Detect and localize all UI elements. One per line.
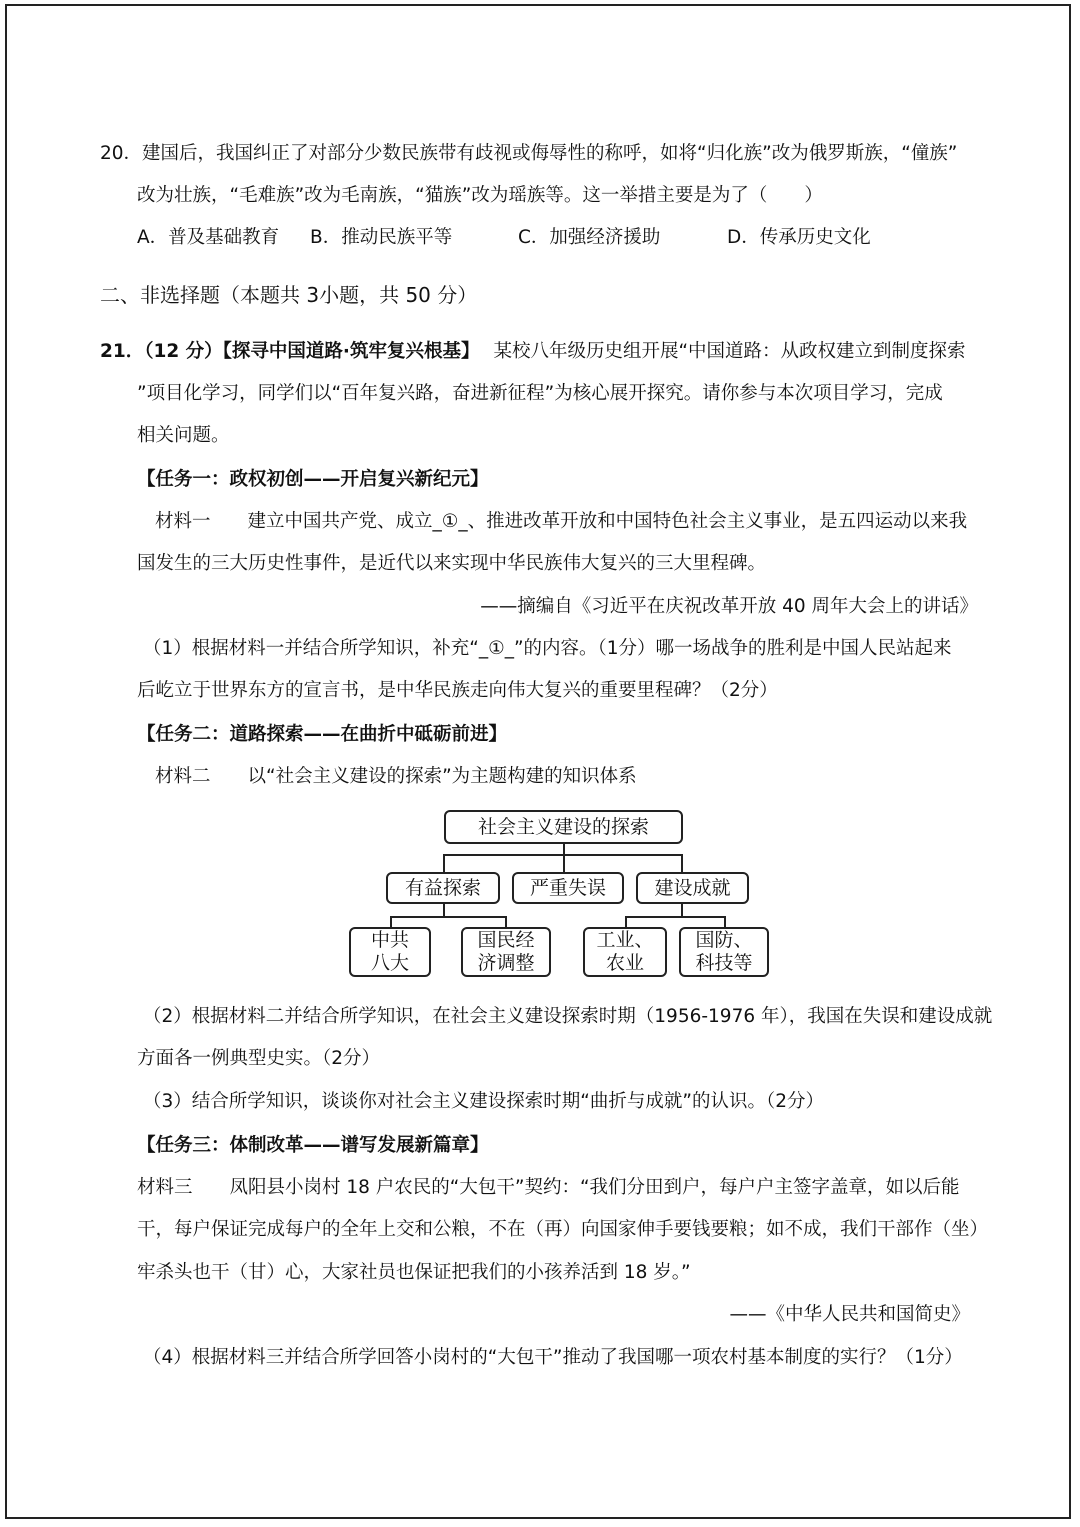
q4-line: （4）根据材料三并结合所学回答小岗村的“大包干”推动了我国哪一项农村基本制度的实行？（1分）	[143, 1347, 963, 1368]
diagram-leaf-industry-agriculture: 工业、 农业	[583, 927, 667, 977]
q20-option-d: D．传承历史文化	[727, 227, 871, 248]
task3-title: 【任务三：体制改革——谱写发展新篇章】	[137, 1135, 489, 1156]
section-title: 二、非选择题（本题共 3小题，共 50 分）	[100, 283, 478, 307]
q20-option-a: A．普及基础教育	[137, 227, 280, 248]
task3-material-line1: 材料三 凤阳县小岗村 18 户农民的“大包干”契约：“我们分田到户，每户户主签字盖章，如以后能	[137, 1177, 960, 1198]
task1-title: 【任务一：政权初创——开启复兴新纪元】	[137, 469, 489, 490]
task1-source: ——摘编自《习近平在庆祝改革开放 40 周年大会上的讲话》	[480, 596, 978, 617]
q20-line2: 改为壮族，“毛难族”改为毛南族，“猫族”改为瑶族等。这一举措主要是为了（ ）	[137, 185, 823, 206]
q21-header-rest: 某校八年级历史组开展“中国道路：从政权建立到制度探索	[493, 341, 966, 362]
diagram-connector	[443, 903, 445, 917]
diagram-connector	[681, 854, 683, 873]
diagram-node-beneficial: 有益探索	[386, 872, 500, 904]
task2-title: 【任务二：道路探索——在曲折中砥砺前进】	[137, 724, 508, 745]
diagram-node-achievements: 建设成就	[636, 872, 749, 904]
diagram-node-mistakes: 严重失误	[512, 872, 624, 904]
q21-header-bold: 21．（12 分）【探寻中国道路·筑牢复兴根基】	[100, 341, 480, 362]
diagram-leaf-defense-technology: 国防、 科技等	[679, 927, 769, 977]
q21-header	[100, 339, 966, 365]
q1-line2: 后屹立于世界东方的宣言书，是中华民族走向伟大复兴的重要里程碑？（2分）	[137, 680, 778, 701]
q1-line1: （1）根据材料一并结合所学知识，补充“_①_”的内容。（1分）哪一场战争的胜利是中国人民站起来	[143, 638, 952, 659]
q21-line2: ”项目化学习，同学们以“百年复兴路，奋进新征程”为核心展开探究。请你参与本次项目学习，完成	[137, 383, 943, 404]
q20-option-c: C．加强经济援助	[518, 227, 661, 248]
task1-material-line1: 材料一 建立中国共产党、成立_①_、推进改革开放和中国特色社会主义事业，是五四运动以来我	[155, 511, 968, 532]
diagram-connector	[443, 854, 445, 873]
q20-line1: 20．建国后，我国纠正了对部分少数民族带有歧视或侮辱性的称呼，如将“归化族”改为俄罗斯族，“僮族”	[100, 143, 958, 164]
task3-material-line2: 干，每户保证完成每户的全年上交和公粮，不在（再）向国家伸手要钱要粮；如不成，我们干部作（坐）	[137, 1219, 989, 1240]
task3-source: ——《中华人民共和国简史》	[729, 1304, 970, 1325]
q2-line1: （2）根据材料二并结合所学知识，在社会主义建设探索时期（1956-1976 年），我国在失误和建设成就	[143, 1006, 993, 1027]
diagram-connector	[625, 916, 726, 918]
diagram-leaf-economic-adjustment: 国民经 济调整	[461, 927, 551, 977]
diagram-leaf-8th-congress: 中共 八大	[349, 927, 431, 977]
diagram-root: 社会主义建设的探索	[444, 810, 683, 844]
diagram-connector	[681, 903, 683, 917]
task2-material: 材料二 以“社会主义建设的探索”为主题构建的知识体系	[155, 766, 637, 787]
task3-material-line3: 牢杀头也干（甘）心，大家社员也保证把我们的小孩养活到 18 岁。”	[137, 1262, 691, 1283]
task1-material-line2: 国发生的三大历史性事件，是近代以来实现中华民族伟大复兴的三大里程碑。	[137, 553, 767, 574]
q21-line3: 相关问题。	[137, 425, 230, 446]
q20-option-b: B．推动民族平等	[310, 227, 453, 248]
diagram-connector	[563, 854, 565, 873]
q3-line: （3）结合所学知识，谈谈你对社会主义建设探索时期“曲折与成就”的认识。（2分）	[143, 1091, 824, 1112]
diagram-connector	[390, 916, 507, 918]
q2-line2: 方面各一例典型史实。（2分）	[137, 1048, 381, 1069]
